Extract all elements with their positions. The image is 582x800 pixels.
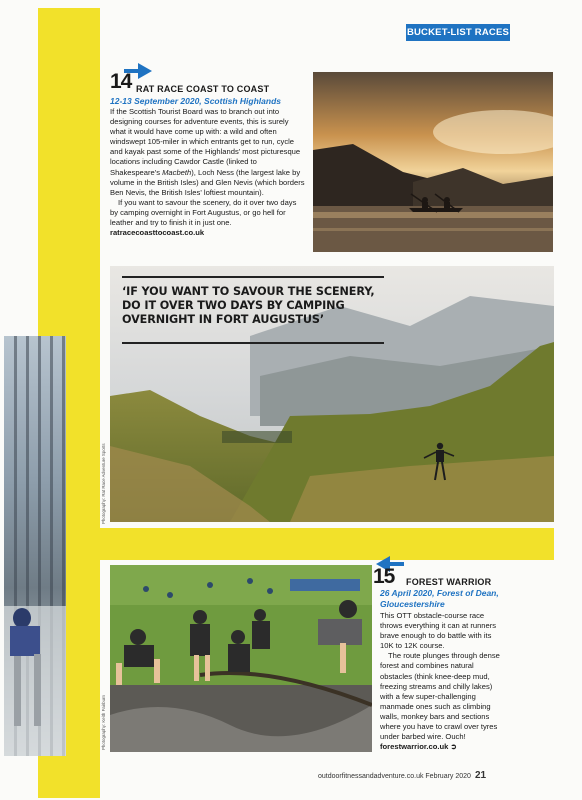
race-14-text-b: ), Loch Ness (the largest lake by volume in the British Isles) and Glen Nevis (which borders Ben Nevis, the British Isles' loftiest mountain). — [110, 167, 305, 197]
race-14-para-2: If you want to savour the scenery, do it over two days by camping overnight in Fort Augustus, or go hell for leather and try to finish it in just one. — [110, 197, 297, 228]
kayak-sunset-photo — [313, 72, 553, 252]
photo-credit-ratrace: Photography: Rat Race Adventure Sports — [101, 443, 106, 524]
race-15-body — [380, 611, 500, 752]
race-15-url[interactable] — [380, 742, 500, 752]
race-14-url[interactable]: ratracecoasttocoast.co.uk — [110, 228, 205, 238]
race-title-15: FOREST WARRIOR — [406, 577, 492, 587]
race-15-para-2: The route plunges through dense forest and combines natural obstacles (think knee-deep mud, freezing streams and chilly lakes) with a few super-challenging manmade ones such as climbing walls, monkey bars and sections where you have to crawl over tyres under barbed wire. Ouch! — [380, 651, 500, 742]
race-date-14: 12-13 September 2020, Scottish Highlands — [110, 96, 282, 106]
footer-site-issue: outdoorfitnessandadventure.co.uk February 2020 — [318, 773, 471, 780]
race-14-italic: Macbeth — [162, 167, 192, 177]
yellow-horizontal-band — [100, 528, 554, 560]
page-number: 21 — [474, 770, 487, 781]
race-date-15-line-1: 26 April 2020, Forest of Dean, — [380, 588, 499, 598]
race-15-url-text: forestwarrior.co.uk — [380, 742, 449, 752]
race-14-body — [110, 107, 306, 238]
race-date-15-line-2: Gloucestershire — [380, 598, 445, 609]
race-15-para-1: This OTT obstacle-course race throws everything it can at runners brave enough to do battle with its 10K to 12K course. — [380, 611, 497, 651]
race-number-14: 14 — [110, 70, 132, 93]
pull-quote-text: ‘IF YOU WANT TO SAVOUR THE SCENERY, DO IT OVER TWO DAYS BY CAMPING OVERNIGHT IN FORT AUGUSTUS’ — [122, 285, 375, 327]
race-14-text-a: If the Scottish Tourist Board was to branch out into designing courses for adventure events, this is surely what it would have come up with: a wild and often windswept 105-miler in which entrants get to run, cycle and kayak past some of the Highlands' most picturesque locations including Cawdor Castle (linked to Shakespeare's — [110, 107, 301, 177]
forest-warrior-racers-photo — [110, 565, 372, 752]
facing-page-photo — [4, 336, 66, 756]
photo-credit-forest: Photography: Keith Fairburn — [101, 695, 106, 750]
race-title-14: RAT RACE COAST TO COAST — [136, 84, 270, 94]
race-date-15 — [380, 588, 499, 609]
pull-quote-rule-top — [122, 276, 384, 278]
pull-quote — [122, 276, 388, 340]
race-number-15: 15 — [373, 565, 395, 588]
arrow-circle-icon: ➲ — [450, 742, 457, 752]
pull-quote-rule-bottom — [122, 342, 384, 344]
section-tag: BUCKET-LIST RACES — [406, 24, 510, 41]
race-14-para-1 — [110, 107, 306, 198]
page-footer — [318, 770, 486, 781]
